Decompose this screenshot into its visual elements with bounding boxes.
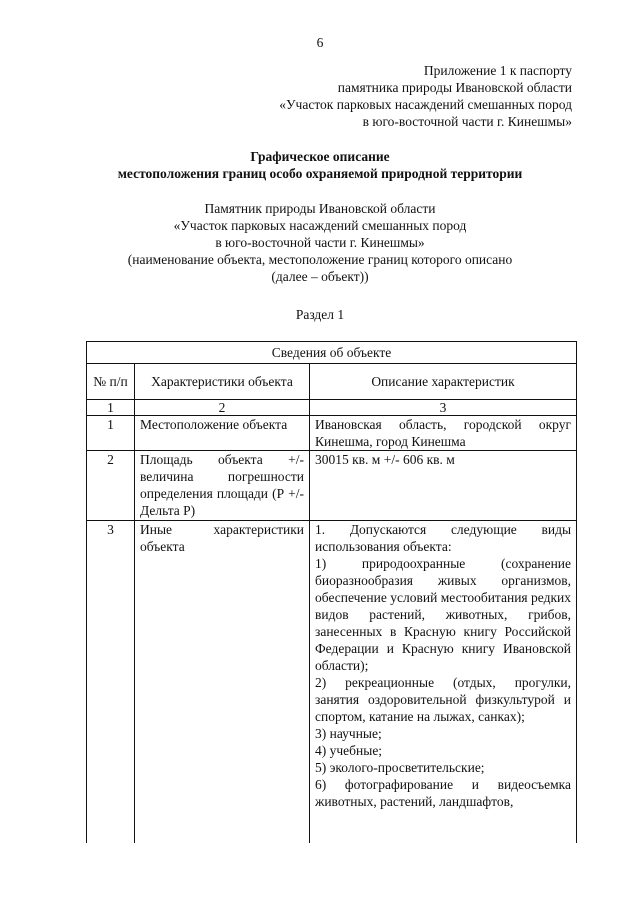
subtitle-line: в юго-восточной части г. Кинешмы» [215,235,425,250]
description-paragraph: 2) рекреационные (отдых, прогулки, занятия оздоровительной физкультурой и спортом, катание на лыжах, санках); [315,675,572,724]
object-info-table [86,341,577,843]
table-row [87,521,577,843]
table-caption: Сведения об объекте [87,342,577,364]
description-paragraph: 6) фотографирование и видеосъемка животных, растений, ландшафтов, [315,777,572,809]
description-paragraph: 4) учебные; [315,743,383,758]
row-description [310,521,577,843]
title-line: Графическое описание [250,149,390,164]
row-description [310,416,577,451]
row-number: 2 [87,451,135,521]
description-paragraph: 3) научные; [315,726,382,741]
column-number-1: 1 [87,400,135,416]
page-number: 6 [316,35,324,50]
subtitle-line: (далее – объект)) [271,269,369,284]
subtitle-line: (наименование объекта, местоположение границ которого описано [127,252,513,267]
description-paragraph: 1) природоохранные (сохранение биоразнообразия живых организмов, обеспечение условий местообитания редких видов растений, животных, грибов, занесенных в Красную книгу Российской Федерации и Красную книгу Ивановской области); [315,556,572,673]
row-description [310,451,577,521]
table-row [87,416,577,451]
header-number: № п/п [87,364,135,400]
description-line: 30015 кв. м +/- 606 кв. м [315,452,455,467]
row-number: 1 [87,416,135,451]
row-characteristic: Иные характеристики объекта [135,521,310,843]
column-number-3: 3 [310,400,577,416]
row-characteristic: Площадь объекта +/- величина погрешности определения площади (Р +/- Дельта Р) [135,451,310,521]
appendix-line: Приложение 1 к паспорту [423,63,572,78]
subtitle-line: «Участок парковых насаждений смешанных пород [173,218,467,233]
subtitle-line: Памятник природы Ивановской области [204,201,436,216]
description-paragraph: 1. Допускаются следующие виды использования объекта: [315,522,572,554]
appendix-line: памятника природы Ивановской области [337,80,572,95]
title-line: местоположения границ особо охраняемой природной территории [117,166,523,181]
object-name-block [0,200,640,285]
document-title [0,148,640,182]
header-description: Описание характеристик [310,364,577,400]
appendix-line: в юго-восточной части г. Кинешмы» [362,114,572,129]
table-row [87,451,577,521]
header-characteristic: Характеристики объекта [135,364,310,400]
column-number-2: 2 [135,400,310,416]
appendix-line: «Участок парковых насаждений смешанных пород [279,97,572,112]
row-number: 3 [87,521,135,843]
row-characteristic: Местоположение объекта [135,416,310,451]
section-label: Раздел 1 [295,307,345,322]
appendix-header [279,62,572,130]
description-paragraph: 5) эколого-просветительские; [315,760,485,775]
description-line: Ивановская область, городской округ Кинешма, город Кинешма [315,417,572,449]
